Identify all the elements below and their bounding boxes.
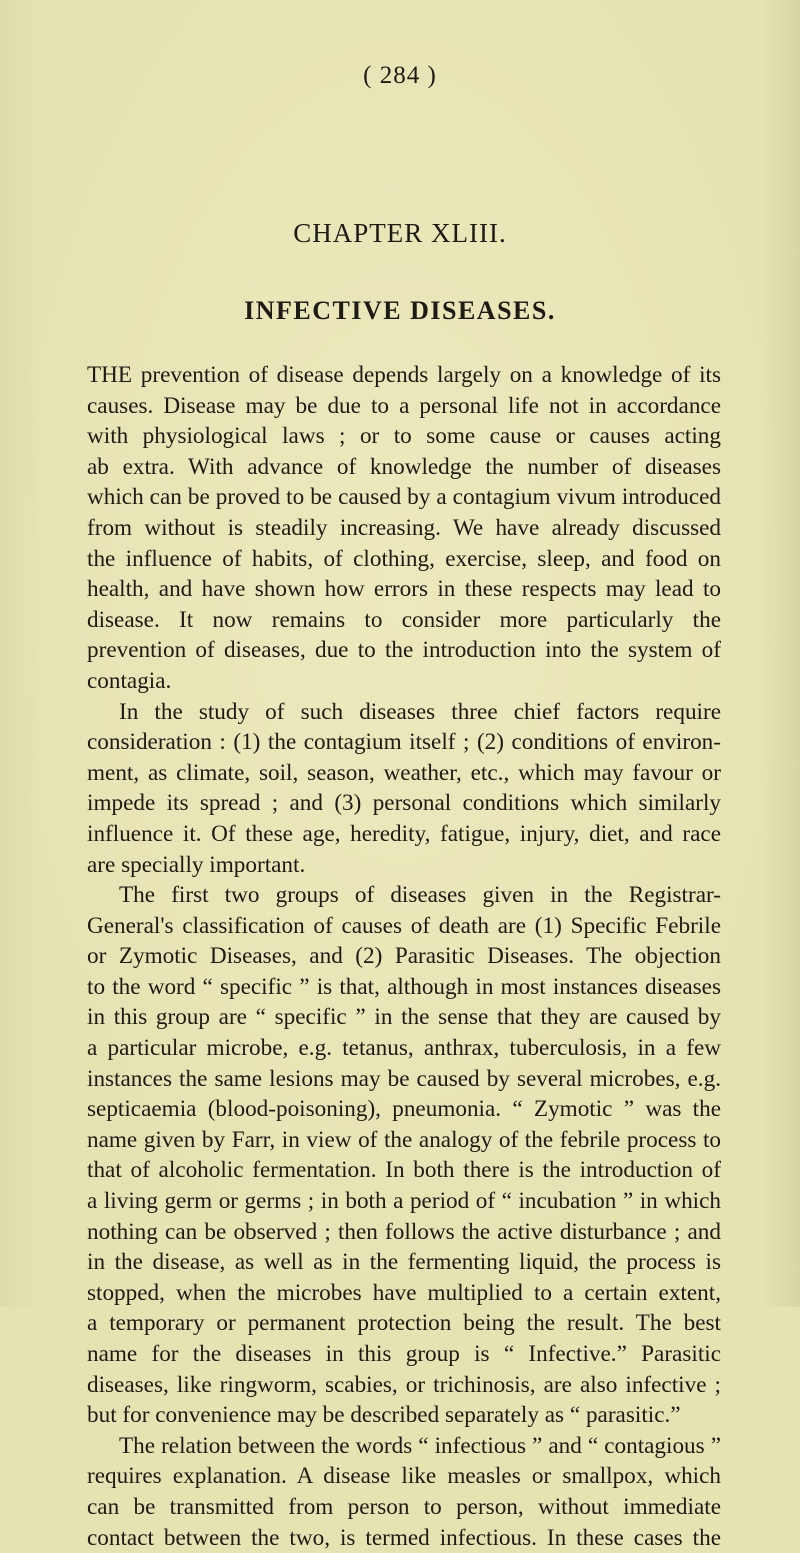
- text-line: to the word “ specific ” is that, although in most instances diseases: [87, 973, 721, 1000]
- text-line: prevention of diseases, due to the introduction into the system of: [87, 637, 721, 664]
- text-line: the influence of habits, of clothing, exercise, sleep, and food on: [87, 545, 721, 572]
- text-line: contact between the two, is termed infectious. In these cases the: [87, 1524, 721, 1551]
- text-line: ment, as climate, soil, season, weather, etc., which may favour or: [87, 759, 721, 786]
- text-line: ab extra. With advance of knowledge the number of diseases: [87, 453, 721, 480]
- text-line: causes. Disease may be due to a personal life not in accordance: [87, 392, 721, 419]
- text-line: General's classification of causes of death are (1) Specific Febrile: [87, 912, 721, 939]
- text-line: health, and have shown how errors in these respects may lead to: [87, 576, 721, 603]
- text-line: contagia.: [87, 667, 172, 694]
- text-line: a particular microbe, e.g. tetanus, anthrax, tuberculosis, in a few: [87, 1035, 721, 1062]
- text-line: a living germ or germs ; in both a period of “ incubation ” in which: [87, 1188, 721, 1215]
- text-line: which can be proved to be caused by a contagium vivum introduced: [87, 484, 721, 511]
- text-line: are specially important.: [87, 851, 306, 878]
- text-line: stopped, when the microbes have multiplied to a certain extent,: [87, 1279, 721, 1306]
- text-line: that of alcoholic fermentation. In both there is the introduction of: [87, 1157, 721, 1184]
- text-line: name given by Farr, in view of the analogy of the febrile process to: [87, 1126, 721, 1153]
- text-line: from without is steadily increasing. We have already discussed: [87, 514, 721, 541]
- text-line: a temporary or permanent protection being the result. The best: [87, 1310, 721, 1337]
- text-line: but for convenience may be described separately as “ parasitic.”: [87, 1402, 681, 1429]
- text-line: THE prevention of disease depends largely on a knowledge of its: [87, 362, 721, 388]
- text-line: in the disease, as well as in the fermenting liquid, the process is: [87, 1249, 721, 1276]
- text-line: consideration : (1) the contagium itself ; (2) conditions of environ-: [87, 729, 721, 756]
- text-line: or Zymotic Diseases, and (2) Parasitic Diseases. The objection: [87, 943, 721, 970]
- text-line: disease. It now remains to consider more particularly the: [87, 606, 721, 633]
- body-text: [87, 360, 721, 1553]
- text-line: in this group are “ specific ” in the sense that they are caused by: [87, 1004, 721, 1031]
- text-line: can be transmitted from person to person, without immediate: [87, 1493, 721, 1520]
- text-line: nothing can be observed ; then follows the active disturbance ; and: [87, 1218, 721, 1245]
- page-number: ( 284 ): [363, 62, 437, 89]
- text-line: The first two groups of diseases given in the Registrar-: [119, 882, 721, 909]
- chapter-title: CHAPTER XLIII.: [293, 218, 507, 248]
- text-line: diseases, like ringworm, scabies, or trichinosis, are also infective ;: [87, 1371, 721, 1398]
- text-line: requires explanation. A disease like measles or smallpox, which: [87, 1463, 721, 1490]
- text-line: septicaemia (blood-poisoning), pneumonia. “ Zymotic ” was the: [87, 1096, 721, 1123]
- text-line: with physiological laws ; or to some cause or causes acting: [87, 423, 721, 450]
- text-line: influence it. Of these age, heredity, fatigue, injury, diet, and race: [87, 820, 721, 847]
- text-line: instances the same lesions may be caused by several microbes, e.g.: [87, 1065, 721, 1092]
- text-line: name for the diseases in this group is “ Infective.” Parasitic: [87, 1341, 721, 1367]
- section-title: INFECTIVE DISEASES.: [244, 296, 556, 325]
- text-line: impede its spread ; and (3) personal conditions which similarly: [87, 790, 721, 817]
- text-line: The relation between the words “ infectious ” and “ contagious ”: [119, 1432, 721, 1459]
- text-line: In the study of such diseases three chief factors require: [119, 698, 721, 725]
